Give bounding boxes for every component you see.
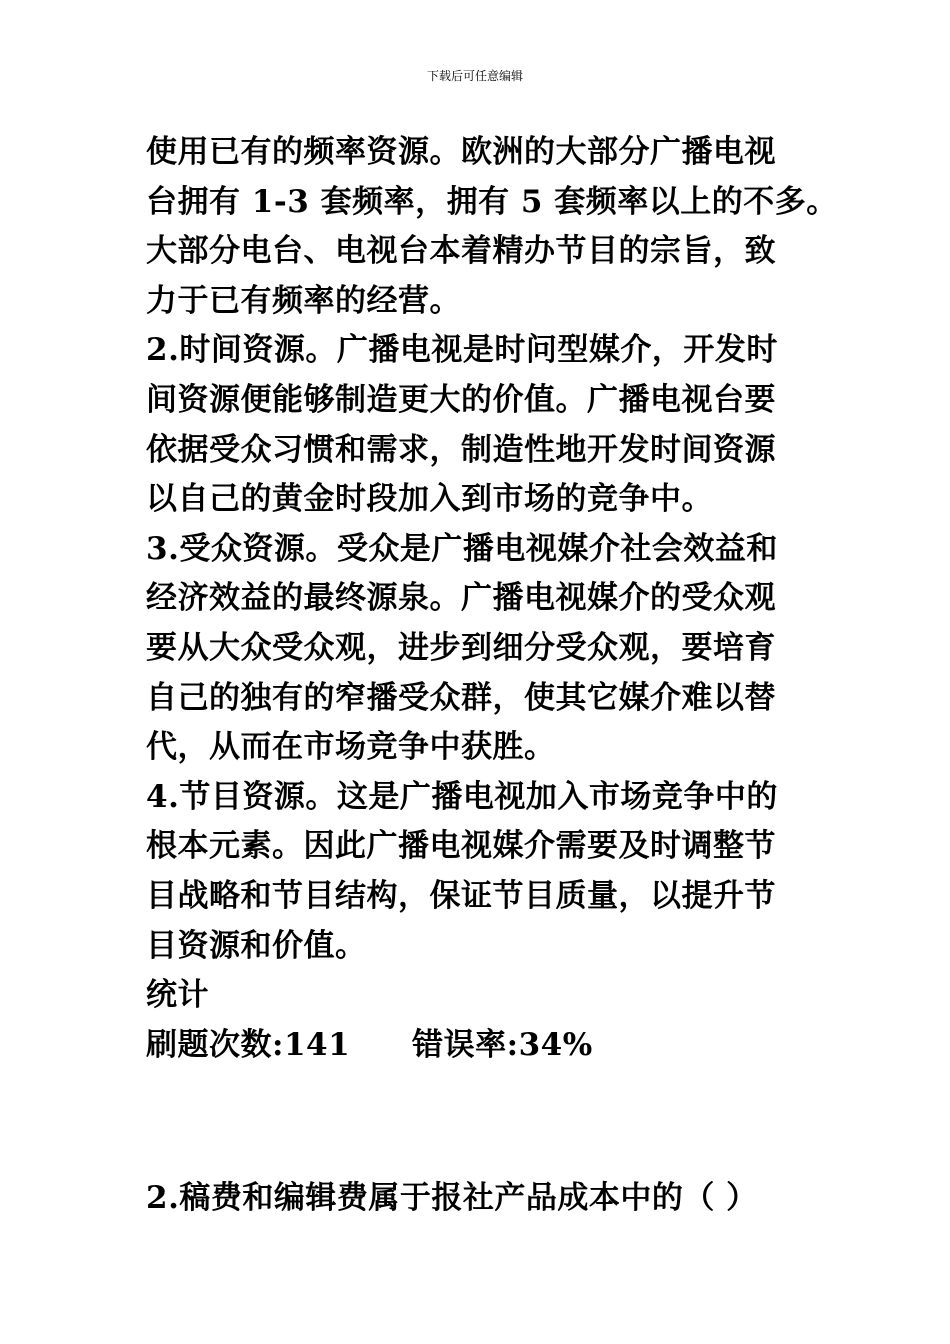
- paragraph-line: 代，从而在市场竞争中获胜。: [146, 729, 556, 766]
- paragraph-line: 自己的独有的窄播受众群，使其它媒介难以替: [146, 679, 776, 716]
- paragraph-line: 要从大众受众观，进步到细分受众观，要培育: [146, 629, 776, 666]
- paragraph-line: 依据受众习惯和需求，制造性地开发时间资源: [146, 431, 776, 468]
- error-rate: 错误率:34%: [412, 1026, 593, 1063]
- stats-row: [146, 1021, 816, 1071]
- stats-heading: 统计: [146, 977, 209, 1014]
- document-body: [146, 128, 838, 1070]
- paragraph-line: 力于已有频率的经营。: [146, 282, 461, 319]
- paragraph-line: 3.受众资源。受众是广播电视媒介社会效益和: [146, 530, 778, 567]
- paragraph-line: 经济效益的最终源泉。广播电视媒介的受众观: [146, 580, 776, 617]
- paragraph-line: 以自己的黄金时段加入到市场的竞争中。: [146, 481, 713, 518]
- paragraph-line: 4.节目资源。这是广播电视加入市场竞争中的: [146, 778, 778, 815]
- paragraph-line: 间资源便能够制造更大的价值。广播电视台要: [146, 381, 776, 418]
- paragraph-line: 使用已有的频率资源。欧洲的大部分广播电视: [146, 134, 776, 170]
- paragraph-line: 2.时间资源。广播电视是时问型媒介，开发时: [146, 332, 778, 369]
- paragraph-line: 大部分电台、电视台本着精办节目的宗旨，致: [146, 233, 776, 270]
- page-header: 下载后可任意编辑: [426, 69, 523, 83]
- question-text: 2.稿费和编辑费属于报社产品成本中的（ ）: [146, 1180, 758, 1216]
- attempt-count: 刷题次数:141: [146, 1026, 351, 1063]
- paragraph-line: 根本元素。因此广播电视媒介需要及时调整节: [146, 828, 776, 865]
- paragraph-line: 目资源和价值。: [146, 927, 367, 964]
- paragraph-line: 目战略和节目结构，保证节目质量，以提升节: [146, 877, 776, 914]
- paragraph-line: 台拥有 1-3 套频率，拥有 5 套频率以上的不多。: [146, 183, 838, 220]
